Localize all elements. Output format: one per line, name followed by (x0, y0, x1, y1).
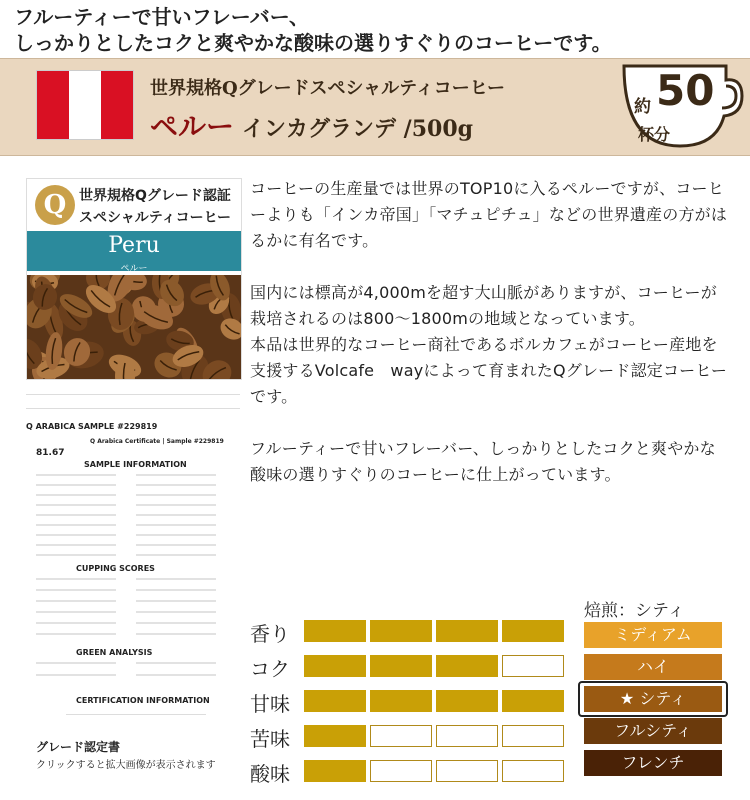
taste-cell (304, 620, 366, 642)
cert-row-line (136, 622, 216, 624)
taste-cell (502, 620, 564, 642)
roast-selected-frame (578, 681, 728, 717)
card-origin-name-jp: ペルー (120, 264, 148, 274)
cert-row-line (36, 600, 116, 602)
cert-section-cupping: CUPPING SCORES (76, 564, 155, 573)
taste-cell (370, 760, 432, 782)
cert-sample-rows (26, 474, 240, 560)
cert-row-line (36, 633, 116, 635)
taste-cell (370, 620, 432, 642)
taste-cell (502, 690, 564, 712)
roast-level: ★ シティ (584, 686, 722, 712)
taste-cell (502, 725, 564, 747)
cert-row-line (136, 633, 216, 635)
cert-green-rows (26, 662, 240, 692)
peru-flag-icon (36, 70, 134, 140)
roast-level: フレンチ (584, 750, 722, 776)
cert-row-line (136, 600, 216, 602)
taste-label: 甘味 (250, 692, 290, 716)
cert-row-line (136, 514, 216, 516)
cert-section-green: GREEN ANALYSIS (76, 648, 153, 657)
cert-row-line (36, 514, 116, 516)
cert-row-line (136, 484, 216, 486)
description-para-3: 本品は世界的なコーヒー商社であるボルカフェがコーヒー産地を支援するVolcafe wayによって育まれたQグレード認定コーヒーです。 (250, 335, 728, 406)
cup-unit: 杯分 (638, 125, 671, 144)
cert-row-line (36, 611, 116, 613)
cert-row-line (36, 544, 116, 546)
card-line1: 世界規格Qグレード認証 (79, 188, 231, 204)
roast-level: ミディアム (584, 622, 722, 648)
description-para-1: コーヒーの生産量では世界のTOP10に入るペルーですが、コーヒーよりも「インカ帝国」「マチュピチュ」などの世界遺産の方がはるかに有名です。 (250, 179, 728, 250)
taste-cell (304, 760, 366, 782)
cert-row-line (36, 554, 116, 556)
cert-row-line (136, 578, 216, 580)
tagline-line1: フルーティーで甘いフレーバー、 (14, 5, 309, 29)
taste-label: 香り (250, 622, 290, 646)
product-title (150, 105, 473, 145)
cert-row-line (36, 504, 116, 506)
taste-cell (436, 620, 498, 642)
q-grade-logo-icon: Q (35, 185, 75, 225)
taste-cell (370, 655, 432, 677)
description-para-2: 国内には標高が4,000mを超す大山脈がありますが、コーヒーが栽培されるのは800～1800mの地域となっています。 (250, 283, 717, 328)
cert-row-line (36, 534, 116, 536)
cert-row-line (136, 544, 216, 546)
product-title-main: ペルー (150, 110, 235, 143)
cert-score: 81.67 (36, 448, 65, 458)
cert-row-line (136, 662, 216, 664)
cert-row-line (136, 494, 216, 496)
cert-row-line (36, 589, 116, 591)
cert-row-line (136, 504, 216, 506)
taste-cell (502, 655, 564, 677)
cert-row-line (36, 484, 116, 486)
taste-cell (502, 760, 564, 782)
cert-section-sample: SAMPLE INFORMATION (84, 460, 187, 469)
cert-row-line (136, 674, 216, 676)
taste-cell (436, 725, 498, 747)
roast-level: ハイ (584, 654, 722, 680)
roast-title: 焙煎：シティ (584, 601, 685, 621)
card-origin-name: Peru (108, 233, 160, 258)
cert-row-line (36, 474, 116, 476)
cert-row-line (136, 589, 216, 591)
cert-title: Q Arabica Certificate | Sample #229819 (90, 438, 224, 445)
cert-row-line (136, 554, 216, 556)
taste-cell (370, 690, 432, 712)
taste-cell (436, 690, 498, 712)
cup-prefix: 約 (634, 97, 651, 117)
cup-count: 50 (656, 66, 715, 115)
taste-cell (436, 760, 498, 782)
certificate-caption-title: グレード認定書 (36, 740, 121, 754)
taste-cell (370, 725, 432, 747)
cert-row-line (36, 674, 116, 676)
cert-row-line (36, 494, 116, 496)
taste-cell (436, 655, 498, 677)
card-line2: スペシャルティコーヒー (79, 210, 232, 226)
cert-row-line (36, 578, 116, 580)
cert-row-line (136, 534, 216, 536)
cert-section-certification: CERTIFICATION INFORMATION (76, 696, 210, 705)
product-subtitle: 世界規格Qグレードスペシャルティコーヒー (150, 78, 505, 99)
cert-sample-title: Q ARABICA SAMPLE #229819 (26, 422, 158, 431)
cert-row-line (36, 662, 116, 664)
certificate-card[interactable] (26, 178, 242, 380)
cert-row-line (36, 524, 116, 526)
tagline (14, 4, 612, 56)
taste-label: コク (250, 657, 290, 681)
taste-cell (304, 655, 366, 677)
certificate-caption-note: クリックすると拡大画像が表示されます (36, 760, 216, 771)
taste-cell (304, 725, 366, 747)
taste-label: 苦味 (250, 727, 290, 751)
product-title-sub: インカグランデ /500g (242, 116, 474, 142)
cert-row-line (136, 474, 216, 476)
taste-cell (304, 690, 366, 712)
description-para-4: フルーティーで甘いフレーバー、しっかりとしたコクと爽やかな酸味の選りすぐりのコーヒーに仕上がっています。 (250, 439, 716, 484)
coffee-beans-image (27, 275, 241, 379)
cert-cupping-rows (26, 578, 240, 644)
roast-level: フルシティ (584, 718, 722, 744)
cert-row-line (136, 524, 216, 526)
cert-row-line (136, 611, 216, 613)
grade-certificate-thumbnail[interactable] (26, 386, 240, 726)
taste-label: 酸味 (250, 762, 290, 786)
product-description (250, 176, 730, 514)
tagline-line2: しっかりとしたコクと爽やかな酸味の選りすぐりのコーヒーです。 (14, 31, 612, 55)
cert-row-line (36, 622, 116, 624)
